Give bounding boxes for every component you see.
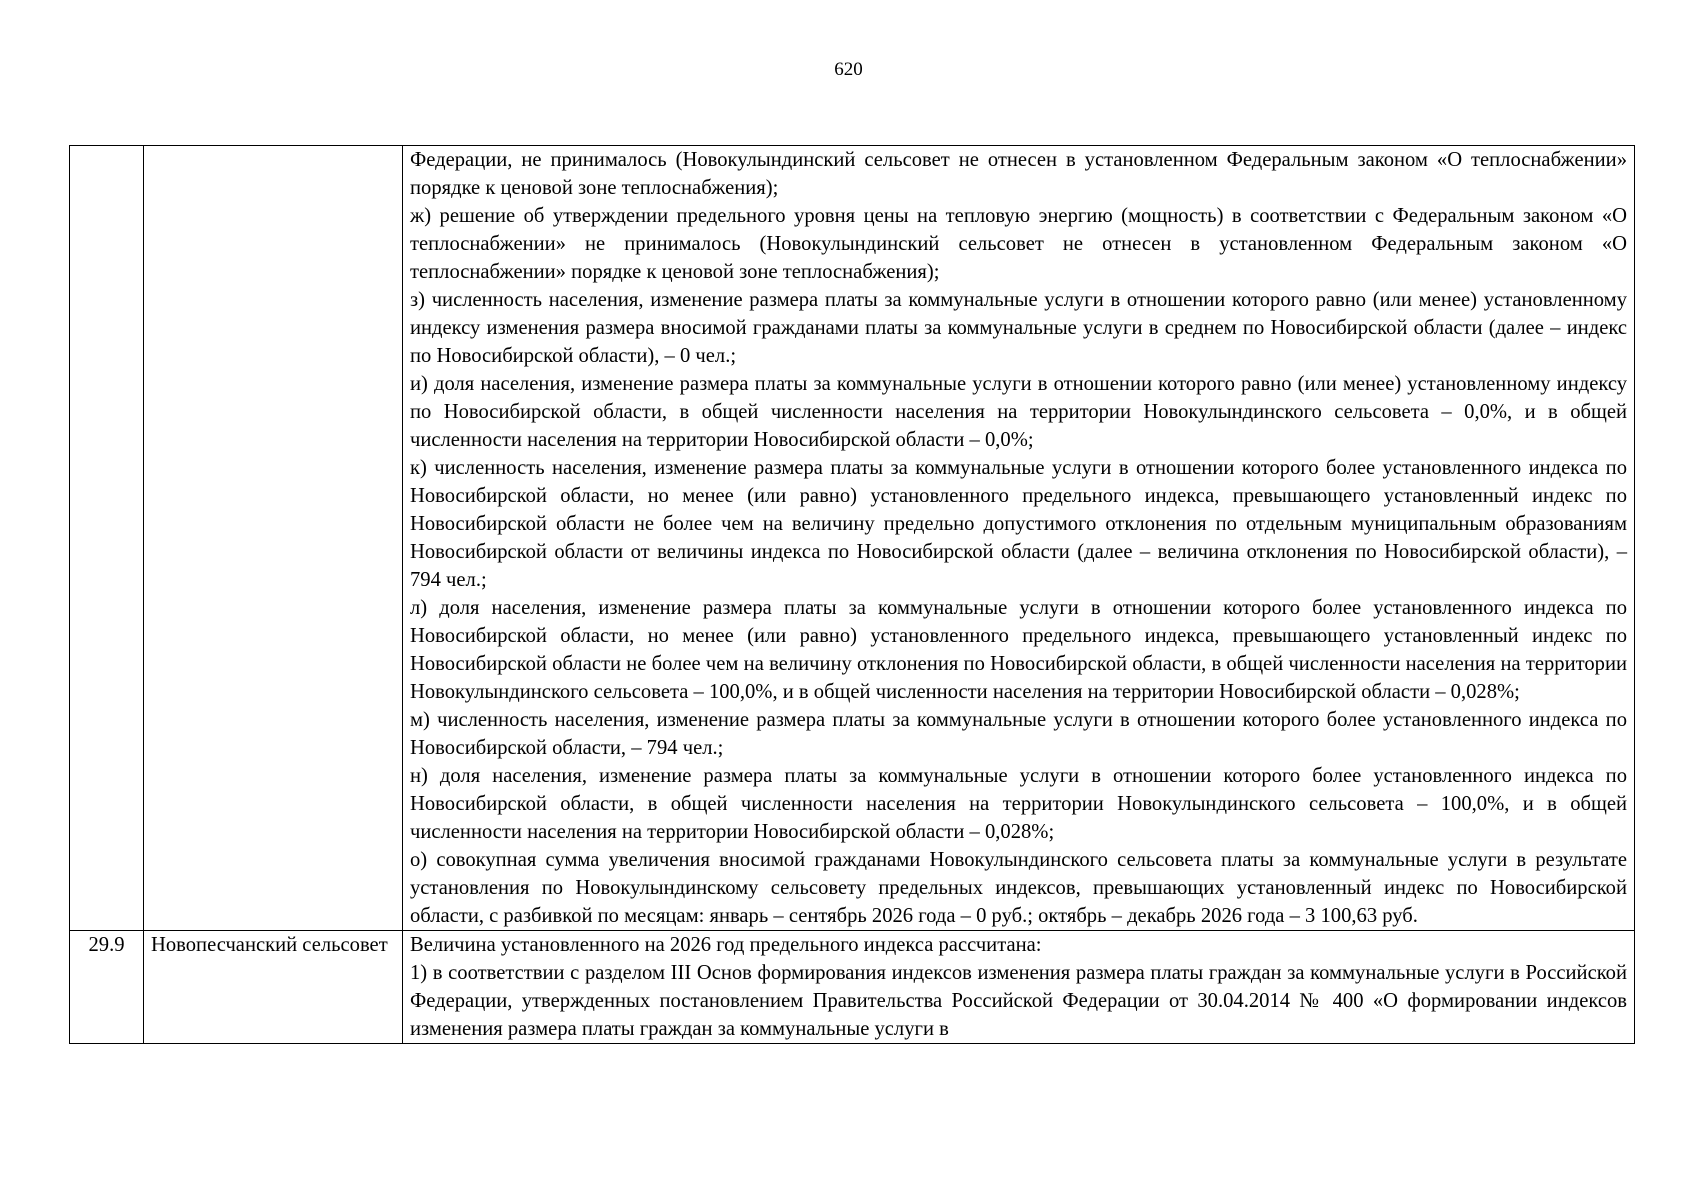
- municipality-index-table: [69, 145, 1635, 1044]
- paragraph: Величина установленного на 2026 год предельного индекса рассчитана:: [410, 934, 1042, 956]
- paragraph: и) доля населения, изменение размера платы за коммунальные услуги в отношении которого равно (или менее) установленному индексу по Новосибирской области, в общей численности населения на территории Новокулындинского сельсовета – 0,0%, и в общей численности населения на территории Новосибирской области – 0,0%;: [410, 373, 1627, 451]
- row-number-cell: [70, 146, 144, 931]
- paragraph: Федерации, не принималось (Новокулындинский сельсовет не отнесен в установленном Федеральным законом «О теплоснабжении» порядке к ценовой зоне теплоснабжения);: [410, 149, 1627, 199]
- row-number-cell: 29.9: [70, 931, 144, 1044]
- paragraph: 1) в соответствии с разделом III Основ формирования индексов изменения размера платы граждан за коммунальные услуги в Российской Федерации, утвержденных постановлением Правительства Российской Федерации от 30.04.2014 № 400 «О формировании индексов изменения размера платы граждан за коммунальные услуги в: [410, 962, 1627, 1040]
- page-number: 620: [834, 59, 863, 80]
- paragraph: м) численность населения, изменение размера платы за коммунальные услуги в отношении которого более установленного индекса по Новосибирской области, – 794 чел.;: [410, 709, 1627, 759]
- paragraph: л) доля населения, изменение размера платы за коммунальные услуги в отношении которого более установленного индекса по Новосибирской области, но менее (или равно) установленного предельного индекса, превышающего установленный индекс по Новосибирской области не более чем на величину отклонения по Новосибирской области, в общей численности населения на территории Новокулындинского сельсовета – 100,0%, и в общей численности населения на территории Новосибирской области – 0,028%;: [410, 597, 1627, 703]
- paragraph: к) численность населения, изменение размера платы за коммунальные услуги в отношении которого более установленного индекса по Новосибирской области, но менее (или равно) установленного предельного индекса, превышающего установленный индекс по Новосибирской области не более чем на величину предельно допустимого отклонения по отдельным муниципальным образованиям Новосибирской области от величины индекса по Новосибирской области (далее – величина отклонения по Новосибирской области), – 794 чел.;: [410, 457, 1627, 591]
- description-cell: [403, 931, 1635, 1044]
- paragraph: н) доля населения, изменение размера платы за коммунальные услуги в отношении которого более установленного индекса по Новосибирской области, в общей численности населения на территории Новокулындинского сельсовета – 100,0%, и в общей численности населения на территории Новосибирской области – 0,028%;: [410, 765, 1627, 843]
- description-cell: [403, 146, 1635, 931]
- municipality-name-cell: [144, 146, 403, 931]
- table-row: [70, 931, 1635, 1044]
- paragraph: з) численность населения, изменение размера платы за коммунальные услуги в отношении которого равно (или менее) установленному индексу изменения размера вносимой гражданами платы за коммунальные услуги в среднем по Новосибирской области (далее – индекс по Новосибирской области), – 0 чел.;: [410, 289, 1627, 367]
- paragraph: о) совокупная сумма увеличения вносимой гражданами Новокулындинского сельсовета платы за коммунальные услуги в результате установления по Новокулындинскому сельсовету предельных индексов, превышающих установленный индекс по Новосибирской области, с разбивкой по месяцам: январь – сентябрь 2026 года – 0 руб.; октябрь – декабрь 2026 года – 3 100,63 руб.: [410, 849, 1627, 927]
- municipality-name-cell: Новопесчанский сельсовет: [144, 931, 403, 1044]
- paragraph: ж) решение об утверждении предельного уровня цены на тепловую энергию (мощность) в соответствии с Федеральным законом «О теплоснабжении» не принималось (Новокулындинский сельсовет не отнесен в установленном Федеральным законом «О теплоснабжении» порядке к ценовой зоне теплоснабжения);: [410, 205, 1627, 283]
- table-row: [70, 146, 1635, 931]
